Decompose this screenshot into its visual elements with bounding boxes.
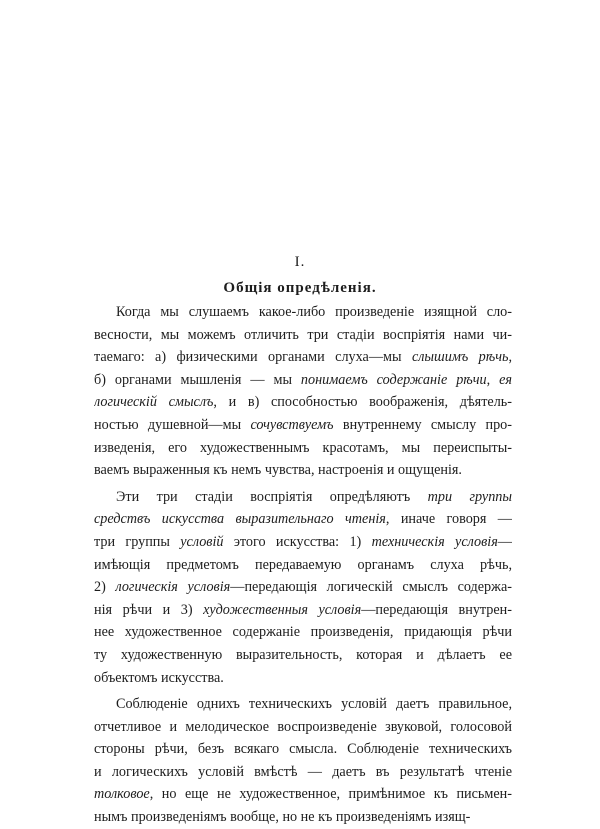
text-run: отчетливое и мелодическое воспроизведеніе звуковой, голосовой — [94, 718, 512, 735]
text-line — [94, 667, 512, 690]
section-title: Общія опредѣленія. — [223, 280, 377, 296]
text-run: этого искусства: 1) — [223, 533, 372, 550]
italic-term: средствъ искусства выразительнаго чтенія — [94, 511, 386, 528]
text-line — [94, 621, 512, 644]
text-line — [94, 761, 512, 784]
text-run: стороны рѣчи, безъ всякаго смысла. Соблюденіе техническихъ — [94, 741, 512, 758]
text-line — [94, 693, 512, 716]
text-run: Эти три стадіи воспріятія опредѣляютъ — [116, 488, 428, 505]
text-line — [94, 369, 512, 392]
italic-term: три группы — [427, 488, 512, 505]
text-line — [94, 644, 512, 667]
text-line — [94, 531, 512, 554]
paragraph — [94, 301, 512, 482]
text-run: Соблюденіе однихъ техническихъ условій даетъ правильное, — [116, 696, 512, 713]
chapter-number: I. — [294, 254, 306, 270]
italic-term: логическій смыслъ — [94, 394, 214, 411]
text-run: ту художественную выразительность, которая и дѣлаетъ ее — [94, 646, 512, 663]
text-run: изведенія, его художественнымъ красотамъ, мы переиспыты- — [94, 439, 512, 456]
text-run: ностью душевной—мы — [94, 416, 251, 433]
text-line — [94, 346, 512, 369]
text-run: нее художественное содержаніе произведенія, придающія рѣчи — [94, 624, 512, 641]
text-line — [94, 554, 512, 577]
text-line — [94, 576, 512, 599]
text-run: , и в) способностью воображенія, дѣятель- — [213, 394, 512, 411]
text-run: три группы — [94, 533, 181, 550]
italic-term: художественныя условія — [203, 601, 362, 618]
text-run: таемаго: а) физическими органами слуха—мы — [94, 349, 412, 366]
text-run: внутреннему смыслу про- — [333, 416, 512, 433]
text-line — [94, 301, 512, 324]
text-run: объектомъ искусства. — [94, 669, 224, 686]
italic-term: условій — [180, 533, 224, 550]
text-line — [94, 783, 512, 806]
text-run: нія рѣчи и 3) — [94, 601, 204, 618]
text-run: , но еще не художественное, примѣнимое къ письмен- — [149, 786, 512, 803]
text-line — [94, 599, 512, 622]
italic-term: ея — [499, 371, 512, 388]
text-run: б) органами мышленія — мы — [94, 371, 301, 388]
paragraph — [94, 486, 512, 689]
text-run: , иначе говоря — — [385, 511, 512, 528]
text-line — [94, 391, 512, 414]
text-run: и логическихъ условій вмѣстѣ — даетъ въ результатѣ чтеніе — [94, 763, 512, 780]
text-line — [94, 324, 512, 347]
paragraph — [94, 693, 512, 829]
text-line — [94, 806, 512, 829]
text-line — [94, 414, 512, 437]
italic-term: техническія условія — [371, 533, 498, 550]
text-run: , — [486, 371, 500, 388]
text-line — [94, 716, 512, 739]
text-run: — — [497, 533, 512, 550]
text-run: , — [508, 349, 512, 366]
italic-term: толковое — [94, 786, 150, 803]
text-run: —передающія логическій смыслъ содержа- — [230, 579, 512, 596]
text-run: ваемъ выраженныя къ немъ чувства, настроенія и ощущенія. — [94, 462, 462, 479]
text-run: Когда мы слушаемъ какое-либо произведеніе изящной сло- — [116, 304, 512, 320]
text-line — [94, 459, 512, 482]
text-run: 2) — [94, 579, 116, 596]
text-run: —передающія внутрен- — [361, 601, 512, 618]
text-run: нымъ произведеніямъ вообще, но не къ произведеніямъ изящ- — [94, 809, 471, 826]
italic-term: слышимъ рѣчь — [411, 349, 509, 366]
text-line — [94, 508, 512, 531]
italic-term: понимаемъ содержаніе рѣчи — [300, 371, 487, 388]
text-line — [94, 486, 512, 509]
text-line — [94, 437, 512, 460]
text-run: имѣющія предметомъ передаваемую органамъ слуха рѣчь, — [94, 556, 512, 573]
italic-term: сочувствуемъ — [250, 416, 334, 433]
italic-term: логическія условія — [115, 579, 231, 596]
text-run: весности, мы можемъ отличить три стадіи воспріятія нами чи- — [94, 326, 512, 343]
